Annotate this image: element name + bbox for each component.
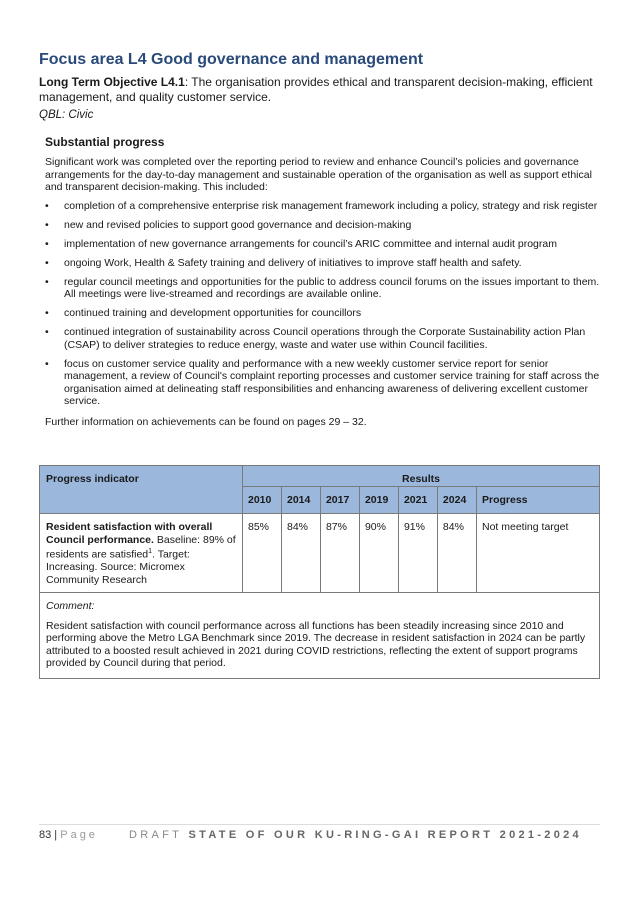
header-year: 2024 [437, 487, 476, 514]
objective-text: : The organisation provides ethical and transparent decision-making, efficient management, and quality customer service. [39, 75, 593, 104]
progress-indicator-table [39, 465, 600, 679]
objective-label: Long Term Objective L4.1 [39, 75, 185, 89]
footnote-marker: 1 [148, 548, 153, 555]
progress-title: Substantial progress [45, 135, 165, 149]
header-year: 2017 [320, 487, 359, 514]
progress-section [45, 135, 600, 428]
draft-label: DRAFT [129, 829, 183, 841]
bullet-icon: • [45, 199, 49, 212]
indicator-cell: Resident satisfaction with overall Council performance. Baseline: 89% of residents are satisfied$^1$. Target: Increasing. Source: Micromex Community Research [40, 514, 243, 593]
header-year: 2010 [243, 487, 282, 514]
list-item: • completion of a comprehensive enterprise risk management framework including a policy, strategy and risk register [45, 199, 598, 212]
bullet-icon: • [45, 307, 49, 319]
comment-row [40, 593, 600, 679]
list-item: • regular council meetings and opportunities for the public to address council forums on the issues important to them. All meetings were live-streamed and recordings are available online. [45, 275, 600, 300]
list-item: • continued training and development opportunities for councillors [45, 307, 362, 319]
comment-cell [40, 593, 600, 679]
result-value: 85% [243, 514, 282, 593]
result-value: 84% [437, 514, 476, 593]
long-term-objective [39, 75, 599, 105]
bullet-icon: • [45, 256, 49, 269]
bullet-icon: • [45, 357, 49, 370]
result-value: 84% [281, 514, 320, 593]
list-item: • implementation of new governance arrangements for council’s ARIC committee and internal audit program [45, 237, 557, 250]
bullet-icon: • [45, 275, 49, 288]
report-name: STATE OF OUR KU-RING-GAI REPORT 2021-2024 [182, 829, 582, 841]
page-number: 83 [39, 829, 52, 841]
comment-label: Comment: [46, 600, 95, 612]
progress-status: Not meeting target [477, 514, 600, 593]
comment-text: Resident satisfaction with council performance across all functions has been steadily increasing since 2010 and performing above the Metro LGA Benchmark since 2019. The decrease in resident satisfaction in 2024 can be partly attributed to a boosted result achieved in 2021 during COVID restrictions, reflecting the extent of support programs provided by Council during that period. [46, 619, 586, 669]
header-progress: Progress [477, 487, 600, 514]
progress-intro: Significant work was completed over the reporting period to review and enhance Council’s policies and governance arrangements for the day-to-day management and sustainable operation of the organisation as well as support ethical and transparent decision-making. This included: [45, 156, 592, 193]
further-information: Further information on achievements can be found on pages 29 – 32. [45, 415, 367, 428]
table-row [40, 514, 600, 593]
header-progress-indicator: Progress indicator [40, 466, 243, 514]
bullet-icon: • [45, 326, 49, 338]
bullet-icon: • [45, 218, 49, 231]
page-word: Page [60, 829, 98, 841]
achievement-list [45, 200, 600, 408]
header-year: 2019 [359, 487, 398, 514]
result-value: 90% [359, 514, 398, 593]
page-footer [39, 824, 600, 841]
qbl-label: QBL: Civic [39, 109, 94, 121]
header-results: Results [243, 466, 600, 487]
list-item: • new and revised policies to support good governance and decision-making [45, 218, 412, 231]
focus-area-heading: Focus area L4 Good governance and management [39, 51, 424, 68]
bullet-icon: • [45, 237, 49, 250]
header-year: 2014 [281, 487, 320, 514]
footer-separator: | [51, 829, 61, 841]
report-title [129, 829, 582, 841]
list-item: • continued integration of sustainability across Council operations through the Corporate Sustainability action Plan (CSAP) to deliver strategies to reduce energy, waste and water use within Council facilities. [45, 326, 586, 351]
result-value: 91% [398, 514, 437, 593]
header-year: 2021 [398, 487, 437, 514]
list-item: • ongoing Work, Health & Safety training and delivery of initiatives to improve staff health and safety. [45, 256, 522, 269]
list-item: • focus on customer service quality and performance with a new weekly customer service report for senior management, a review of Council's complaint reporting processes and customer service training for staff across the organisation aimed at delineating staff responsibilities and enhancing awareness of delivering excellent customer service. [45, 357, 600, 407]
result-value: 87% [320, 514, 359, 593]
